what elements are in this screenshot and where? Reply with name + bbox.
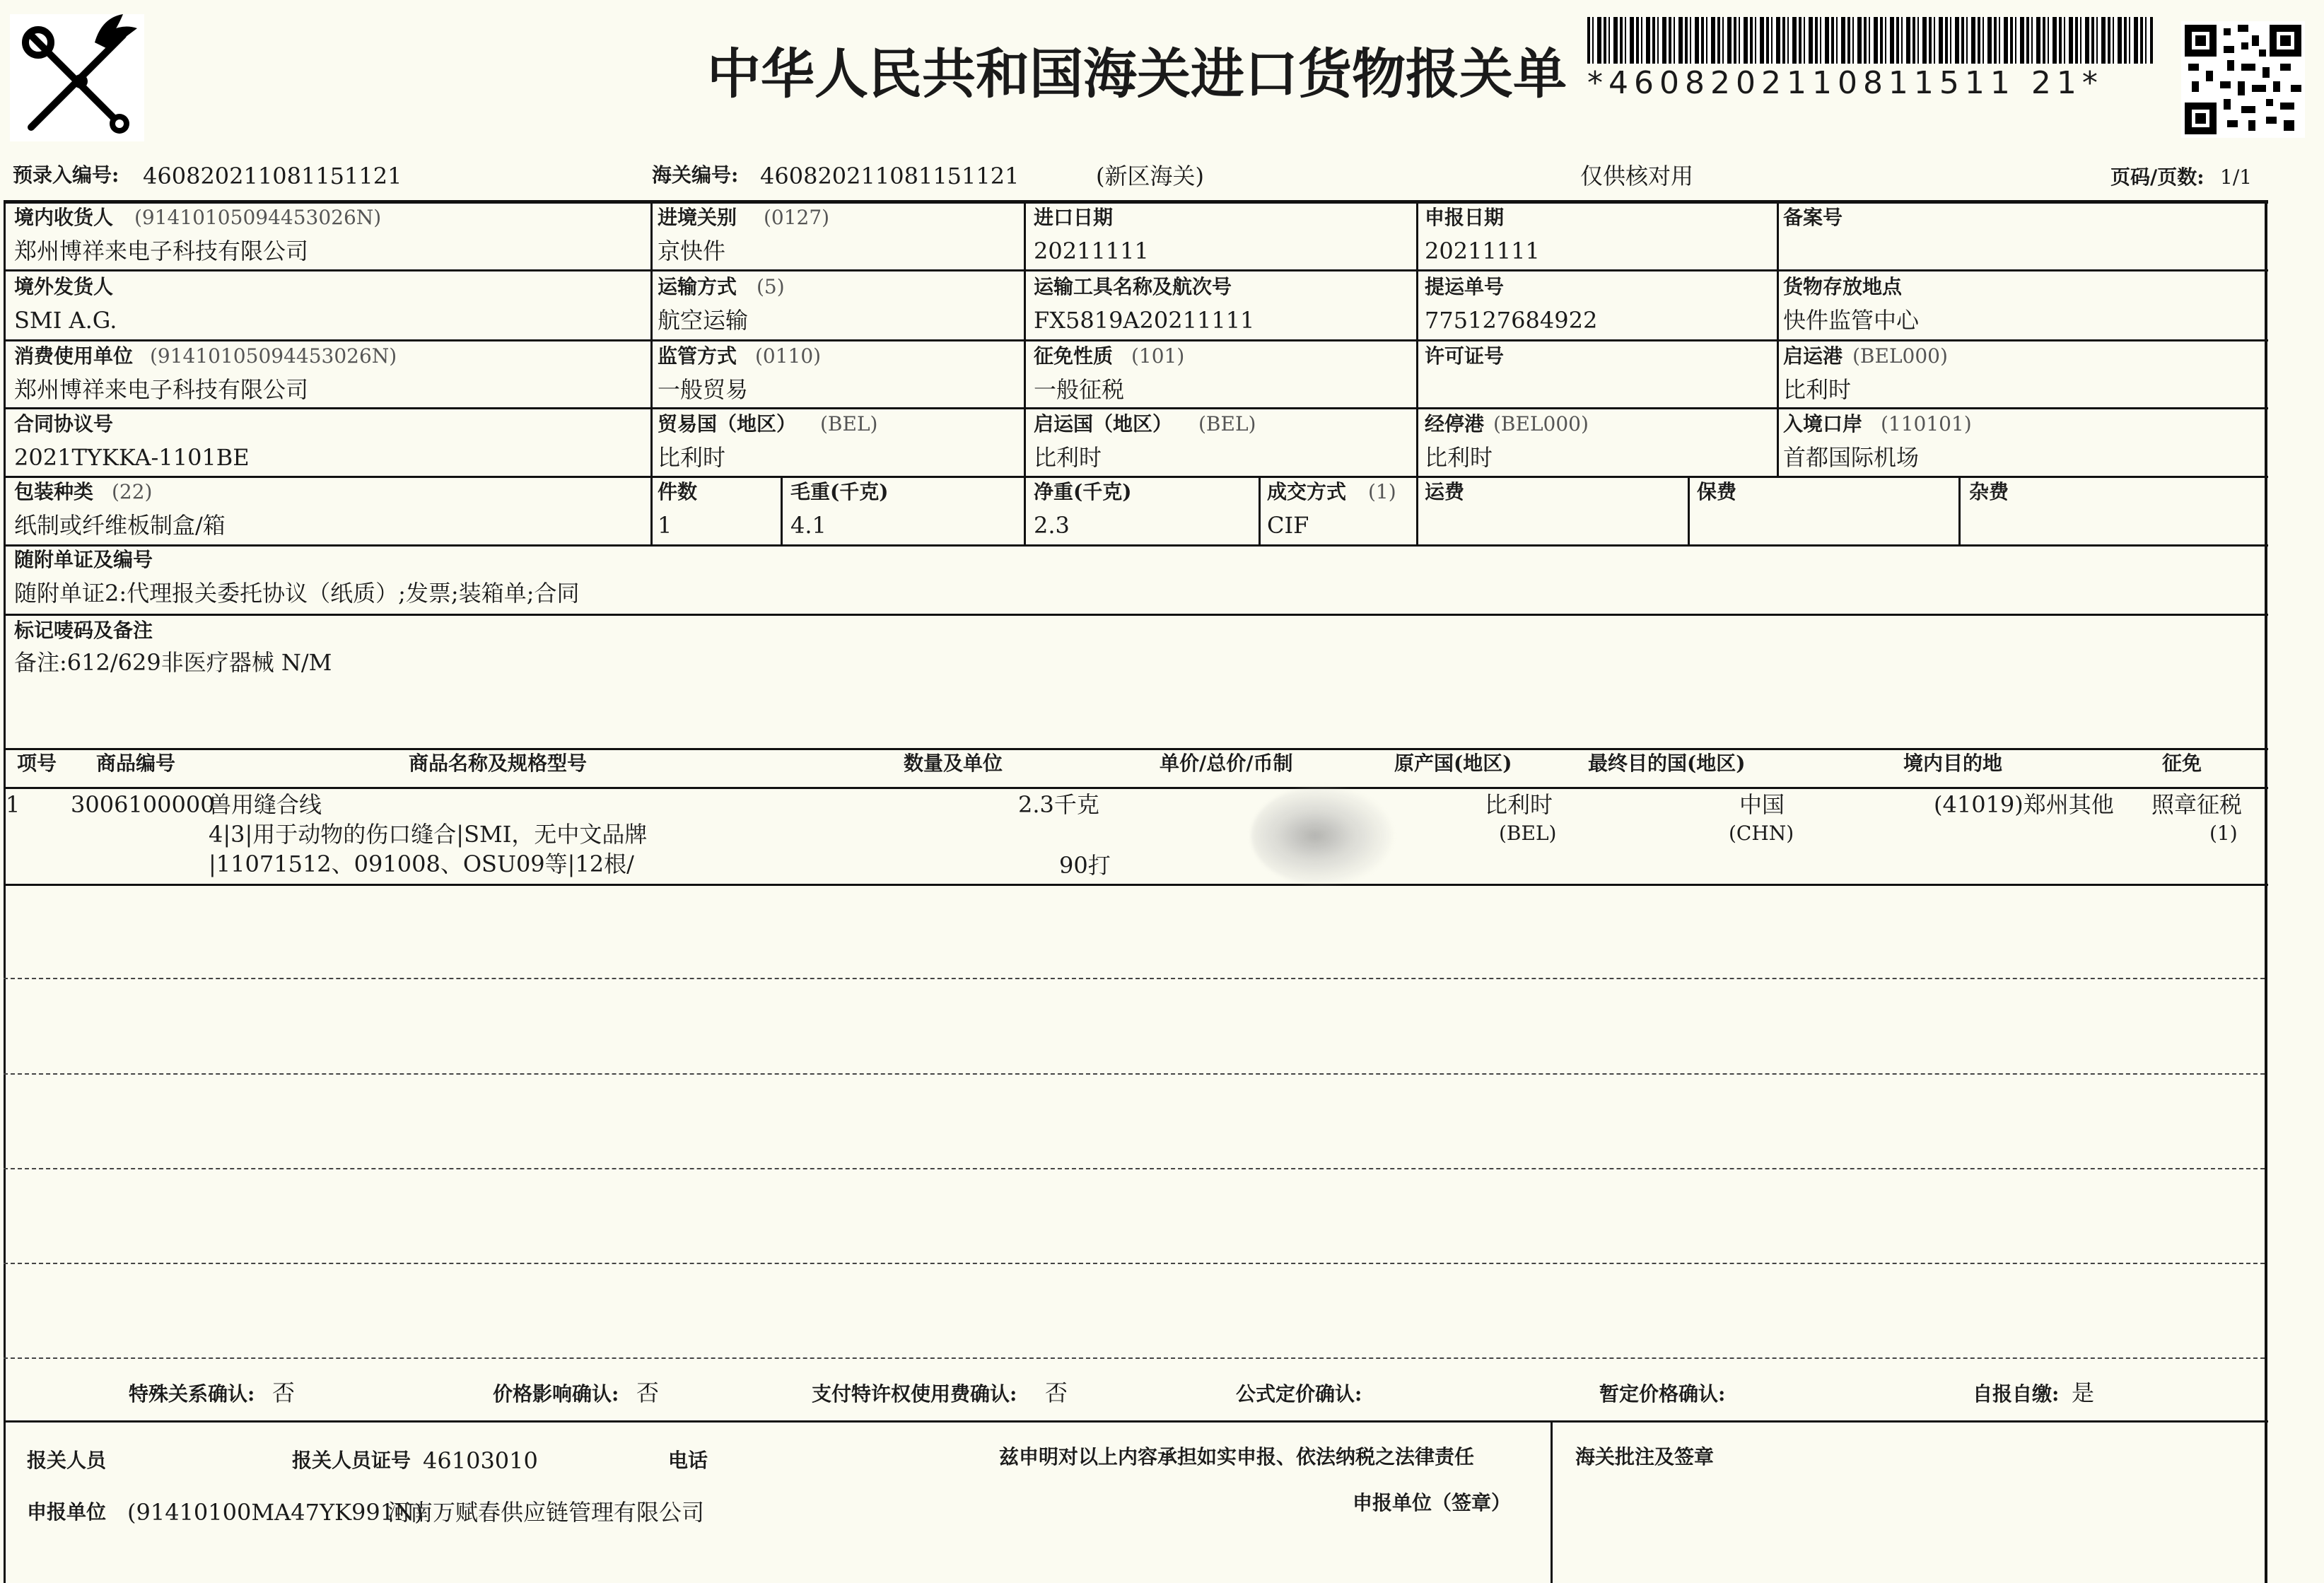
pieces-label: 件数	[658, 480, 698, 503]
self-pay-value: 是	[2072, 1379, 2095, 1406]
seal-mark-icon	[1251, 786, 1393, 885]
item-spec-line2: |11071512、091008、OSU09等|12根/	[209, 851, 634, 877]
gross-weight-value: 4.1	[790, 512, 827, 539]
document-title: 中华人民共和国海关进口货物报关单	[707, 42, 1567, 105]
storage-value: 快件监管中心	[1783, 307, 1920, 334]
entry-customs-value: 京快件	[658, 238, 726, 264]
item-no: 1	[6, 791, 21, 818]
net-weight-label: 净重(千克)	[1034, 480, 1132, 503]
deal-mode-label: 成交方式	[1267, 480, 1347, 503]
declaring-unit-code: (91410100MA47YK991N)	[127, 1499, 424, 1526]
levy-nature-label: 征免性质	[1034, 344, 1114, 368]
trade-country-code: (BEL)	[820, 412, 878, 436]
vehicle-value: FX5819A20211111	[1034, 307, 1255, 334]
declarant-label: 报关人员	[27, 1449, 107, 1472]
deal-mode-code: (1)	[1368, 480, 1396, 503]
pre-entry-number: 460820211081151121	[143, 163, 402, 189]
entry-port-label: 入境口岸	[1783, 412, 1863, 436]
record-no-label: 备案号	[1783, 206, 1843, 229]
goods-header-levy: 征免	[2162, 752, 2202, 775]
item-name: 兽用缝合线	[209, 791, 322, 818]
item-code: 3006100000	[71, 791, 215, 818]
goods-header-qty: 数量及单位	[904, 752, 1003, 775]
transport-label: 运输方式	[658, 275, 737, 298]
self-pay-label: 自报自缴:	[1973, 1382, 2060, 1406]
entry-customs-label: 进境关别	[658, 206, 737, 229]
customs-sign-label: 海关批注及签章	[1575, 1445, 1715, 1468]
docs-value: 随附单证2:代理报关委托协议（纸质）;发票;装箱单;合同	[14, 580, 580, 607]
freight-label: 运费	[1425, 480, 1465, 503]
barcode	[1587, 17, 2153, 64]
item-dest: 中国	[1739, 791, 1785, 818]
import-date-label: 进口日期	[1034, 206, 1114, 229]
entry-customs-code: (0127)	[764, 206, 830, 229]
price-impact-label: 价格影响确认:	[493, 1382, 619, 1406]
contract-label: 合同协议号	[14, 412, 114, 436]
item-dest-code: (CHN)	[1729, 822, 1794, 845]
vehicle-label: 运输工具名称及航次号	[1034, 275, 1232, 298]
insurance-label: 保费	[1697, 480, 1737, 503]
verify-note: 仅供核对用	[1580, 163, 1694, 189]
item-spec-line1: 4|3|用于动物的伤口缝合|SMI，无中文品牌	[209, 821, 648, 848]
customs-number: 460820211081151121	[760, 163, 1020, 189]
price-impact-value: 否	[636, 1379, 660, 1406]
page-value: 1/1	[2220, 165, 2253, 189]
goods-header-origin: 原产国(地区)	[1394, 752, 1512, 775]
declarant-cert-label: 报关人员证号	[292, 1449, 411, 1472]
depart-port-code: (BEL000)	[1852, 344, 1948, 368]
bill-value: 775127684922	[1425, 307, 1598, 334]
item-qty-kg: 2.3千克	[1018, 791, 1099, 818]
page-label: 页码/页数:	[2110, 165, 2205, 189]
levy-nature-code: (101)	[1131, 344, 1185, 368]
entry-port-value: 首都国际机场	[1783, 444, 1920, 471]
package-code: (22)	[112, 480, 153, 503]
declaring-unit-label: 申报单位	[27, 1500, 107, 1524]
marks-label: 标记唛码及备注	[14, 619, 153, 642]
goods-header-dest: 最终目的国(地区)	[1588, 752, 1746, 775]
consumer-code: (91410105094453026N)	[150, 344, 397, 368]
transport-code: (5)	[757, 275, 785, 298]
supervision-label: 监管方式	[658, 344, 737, 368]
item-levy: 照章征税	[2151, 791, 2243, 818]
goods-header-code: 商品编号	[96, 752, 176, 775]
package-value: 纸制或纤维板制盒/箱	[14, 512, 226, 539]
goods-header-no: 项号	[17, 752, 57, 775]
consumer-value: 郑州博祥来电子科技有限公司	[14, 376, 309, 403]
storage-label: 货物存放地点	[1783, 275, 1903, 298]
deal-mode-value: CIF	[1267, 512, 1309, 539]
consignee-value: 郑州博祥来电子科技有限公司	[14, 238, 309, 264]
license-label: 许可证号	[1425, 344, 1505, 368]
import-date-value: 20211111	[1034, 238, 1149, 264]
formula-price-label: 公式定价确认:	[1236, 1382, 1362, 1406]
phone-label: 电话	[668, 1449, 708, 1472]
item-origin-code: (BEL)	[1499, 822, 1557, 845]
stop-port-label: 经停港	[1425, 412, 1485, 436]
pieces-value: 1	[658, 512, 672, 539]
seal-label: 申报单位（签章）	[1353, 1491, 1512, 1514]
net-weight-value: 2.3	[1034, 512, 1070, 539]
stop-port-value: 比利时	[1425, 444, 1493, 471]
item-levy-code: (1)	[2209, 822, 2238, 845]
origin-country-label: 启运国（地区）	[1034, 412, 1173, 436]
consignee-label: 境内收货人	[14, 206, 114, 229]
goods-header-price: 单价/总价/币制	[1160, 752, 1293, 775]
special-relation-value: 否	[272, 1379, 296, 1406]
supervision-code: (0110)	[755, 344, 822, 368]
stop-port-code: (BEL000)	[1493, 412, 1589, 436]
goods-header-name: 商品名称及规格型号	[409, 752, 588, 775]
consignee-code: (91410105094453026N)	[134, 206, 382, 229]
qr-code	[2181, 21, 2305, 138]
declaring-unit-value: 河南万赋春供应链管理有限公司	[387, 1499, 705, 1526]
trade-country-value: 比利时	[658, 444, 726, 471]
royalty-label: 支付特许权使用费确认:	[812, 1382, 1017, 1406]
package-label: 包装种类	[14, 480, 94, 503]
customs-emblem-logo	[10, 14, 144, 141]
trade-country-label: 贸易国（地区）	[658, 412, 797, 436]
legal-statement: 兹申明对以上内容承担如实申报、依法纳税之法律责任	[999, 1445, 1475, 1468]
depart-port-label: 启运港	[1783, 344, 1843, 368]
docs-label: 随附单证及编号	[14, 548, 153, 571]
entry-port-code: (110101)	[1881, 412, 1972, 436]
item-qty-unit: 90打	[1059, 852, 1111, 879]
consumer-label: 消费使用单位	[14, 344, 134, 368]
bill-label: 提运单号	[1425, 275, 1505, 298]
depart-port-value: 比利时	[1783, 376, 1852, 403]
declarant-cert-value: 46103010	[423, 1447, 538, 1474]
marks-value: 备注:612/629非医疗器械 N/M	[14, 649, 332, 676]
special-relation-label: 特殊关系确认:	[129, 1382, 255, 1406]
levy-nature-value: 一般征税	[1034, 376, 1125, 403]
barcode-text: *4608202110811511 21*	[1587, 65, 2103, 101]
origin-country-code: (BEL)	[1198, 412, 1256, 436]
declare-date-value: 20211111	[1425, 238, 1540, 264]
transport-value: 航空运输	[658, 307, 749, 334]
customs-office: (新区海关)	[1096, 163, 1204, 189]
customs-no-label: 海关编号:	[652, 163, 739, 187]
gross-weight-label: 毛重(千克)	[790, 480, 889, 503]
provisional-price-label: 暂定价格确认:	[1599, 1382, 1726, 1406]
supervision-value: 一般贸易	[658, 376, 749, 403]
origin-country-value: 比利时	[1034, 444, 1102, 471]
goods-header-domestic: 境内目的地	[1903, 752, 2003, 775]
item-origin: 比利时	[1485, 791, 1553, 818]
shipper-value: SMI A.G.	[14, 307, 117, 334]
item-domestic-dest: (41019)郑州其他	[1934, 791, 2114, 818]
royalty-value: 否	[1045, 1379, 1068, 1406]
pre-entry-label: 预录入编号:	[13, 163, 119, 187]
shipper-label: 境外发货人	[14, 275, 114, 298]
misc-fee-label: 杂费	[1969, 480, 2009, 503]
contract-value: 2021TYKKA-1101BE	[14, 444, 250, 471]
declare-date-label: 申报日期	[1425, 206, 1505, 229]
